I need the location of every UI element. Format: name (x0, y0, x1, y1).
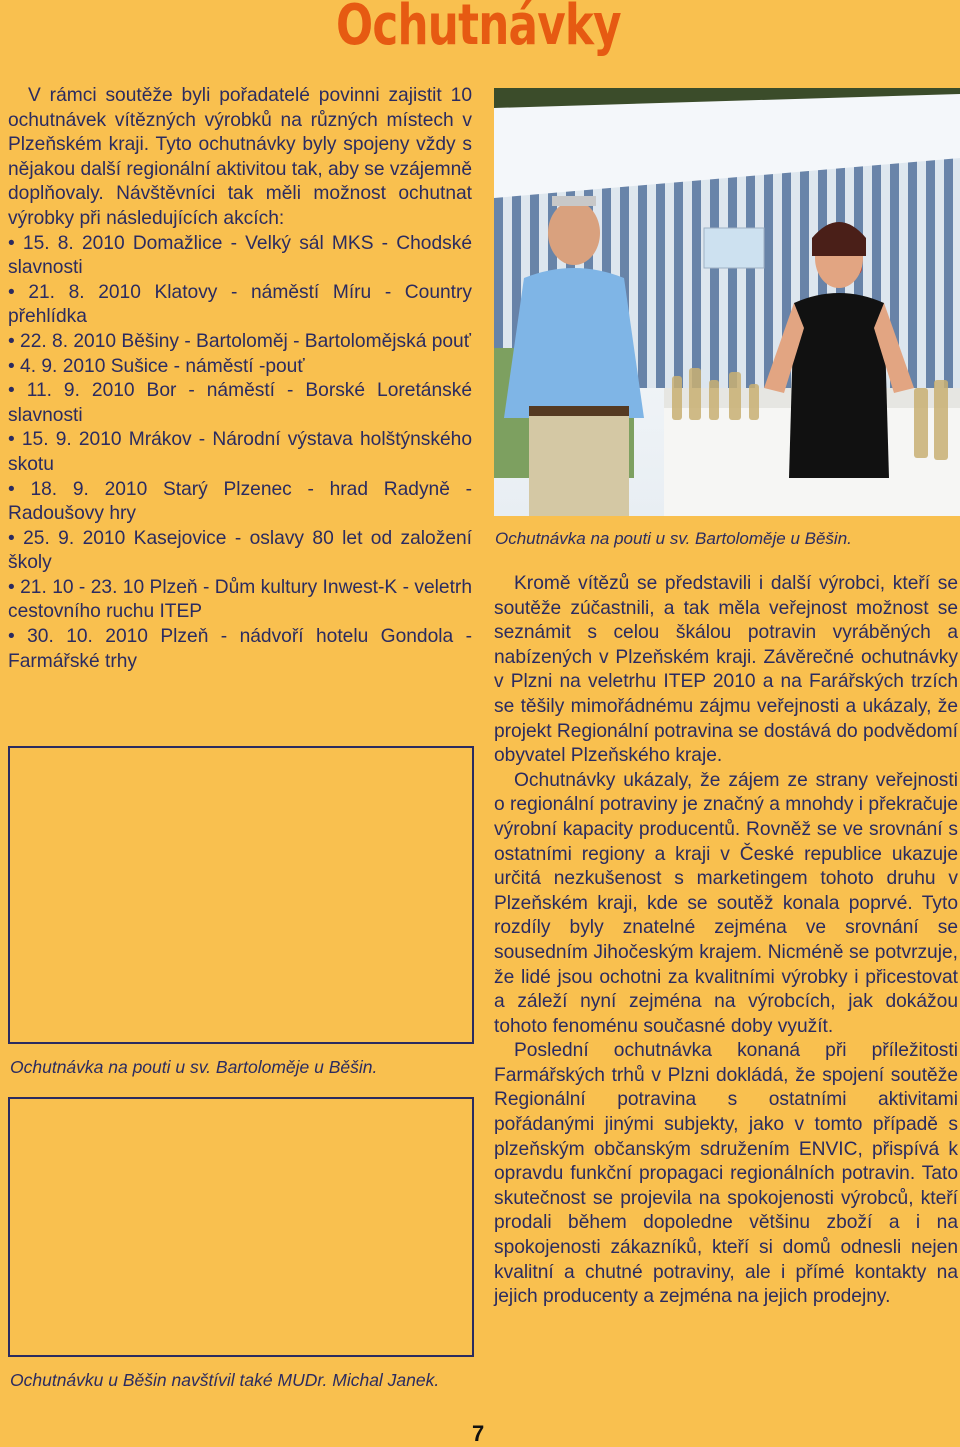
event-item: • 21. 10 - 23. 10 Plzeň - Dům kultury Inwest-K - veletrh cestovního ruchu ITEP (8, 576, 472, 623)
event-item: • 15. 9. 2010 Mrákov - Národní výstava holštýnského skotu (8, 429, 472, 475)
photo-placeholder-2 (8, 1097, 474, 1357)
event-item: • 18. 9. 2010 Starý Plzenec - hrad Radyně - Radoušovy hry (8, 478, 472, 525)
event-item: • 15. 8. 2010 Domažlice - Velký sál MKS - Chodské slavnosti (8, 232, 472, 279)
event-item: • 21. 8. 2010 Klatovy - náměstí Míru - Country přehlídka (8, 281, 472, 328)
body-paragraph-2: Ochutnávky ukázaly, že zájem ze strany veřejnosti o regionální potraviny je značný a mnohdy i překračuje výrobní kapacity producentů. Rovněž se ve srovnání s ostatními regiony a kraji v České republice ukazuje určitá nezkušenost s marketingem tohoto druhu v Plzeňském kraji, kde se soutěž konala poprvé. Tyto rozdíly byly znatelné zejména ve srovnání se sousedním Jihočeským krajem. Nicméně se potvrzuje, že lidé jsou ochotni za kvalitními výrobky i přicestovat a záleží nyní zejména na výrobcích, jak dokážou tohoto fenoménu současné doby využít. (494, 769, 958, 1037)
event-item: • 25. 9. 2010 Kasejovice - oslavy 80 let od založení školy (8, 527, 472, 574)
right-column (494, 572, 958, 1310)
photo-caption-1: Ochutnávka na pouti u sv. Bartoloměje u Běšin. (10, 1057, 378, 1077)
body-paragraph-3: Poslední ochutnávka konaná při příležitosti Farmářských trhů v Plzni dokládá, že spojení soutěže Regionální potravina s ostatními aktivitami pořádanými jinými subjekty, jako v tomto případě s plzeňským občanským sdružením ENVIC, přispívá k opravdu funkční propagaci regionálních potravin. Tato skutečnost se projevila na spokojenosti výrobců, kteří prodali během dopoledne většinu zboží a i na spokojenosti zákazníků, kteří si domů odnesli nejen kvalitní a chutné potraviny, ale i přímé kontakty na jejich producenty a zejména na jejich prodejny. (494, 1040, 958, 1308)
photo-caption-2: Ochutnávku u Běšin navštívil také MUDr. Michal Janek. (10, 1370, 440, 1390)
page-title: Ochutnávky (336, 0, 621, 58)
page-number: 7 (472, 1421, 485, 1446)
left-column (8, 84, 472, 674)
event-item: • 11. 9. 2010 Bor - náměstí - Borské Loretánské slavnosti (8, 380, 472, 426)
photo-caption-main: Ochutnávka na pouti u sv. Bartoloměje u Běšin. (495, 529, 852, 548)
event-item: • 30. 10. 2010 Plzeň - nádvoří hotelu Gondola - Farmářské trhy (8, 626, 472, 672)
body-paragraph-1: Kromě vítězů se představili i další výrobci, kteří se soutěže zúčastnili, a tak měla veřejnost možnost se seznámit s celou škálou potravin vyráběných a nabízených v Plzeňském kraji. Závěrečné ochutnávky v Plzni na veletrhu ITEP 2010 a na Farářských trzích se těšily mimořádnému zájmu veřejnosti a ukázaly, že projekt Regionální potravina se dostává do podvědomí obyvatel Plzeňského kraje. (494, 573, 958, 767)
event-item: • 4. 9. 2010 Sušice - náměstí -pouť (8, 355, 305, 377)
event-item: • 22. 8. 2010 Běšiny - Bartoloměj - Bartolomějská pouť (8, 330, 471, 352)
photo-placeholder-1 (8, 746, 474, 1044)
events-list (8, 232, 472, 675)
tasting-photo (494, 88, 960, 516)
intro-paragraph: V rámci soutěže byli pořadatelé povinni zajistit 10 ochutnávek vítězných výrobků na různých místech v Plzeňském kraji. Tyto ochutnávky byly spojeny vždy s nějakou další regionální aktivitou tak, aby se vzájemně doplňovaly. Návštěvníci tak měli možnost ochutnat výrobky při následujících akcích: (8, 85, 472, 229)
